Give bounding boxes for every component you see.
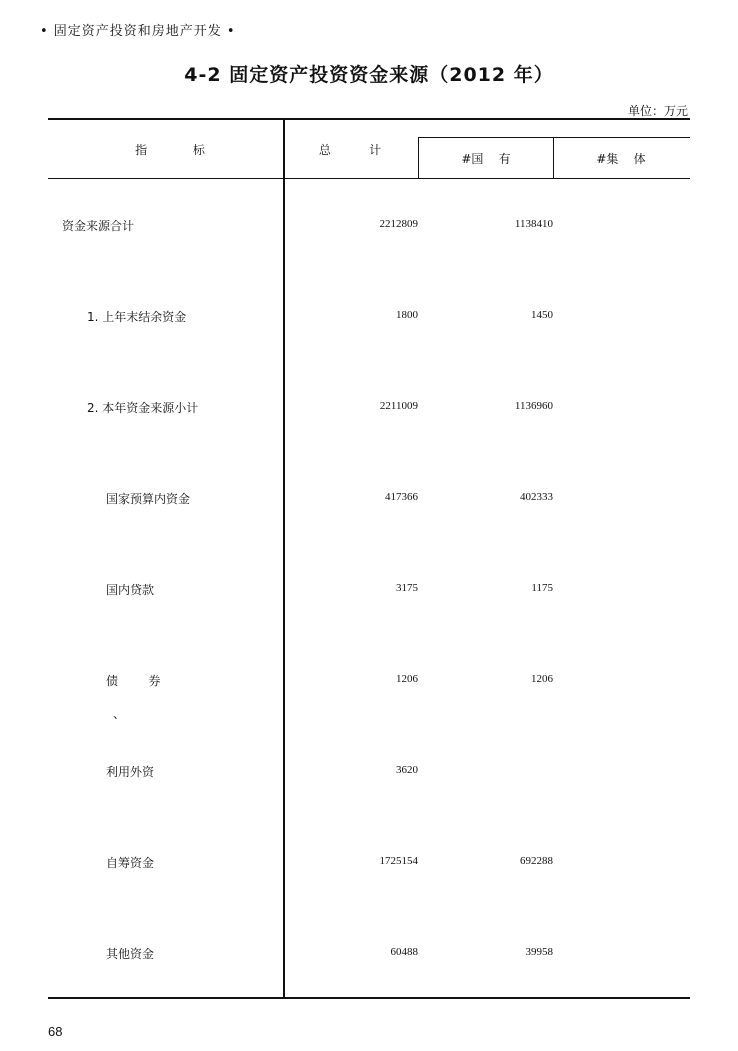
cell-domestic-loans-state: 1175 [531,582,553,594]
cell-bonds-total: 1206 [396,673,418,685]
row-label-total-funds: 资金来源合计 [62,219,135,233]
subheader-top-rule [419,137,690,138]
header-total: 总 计 [318,143,382,157]
row-label-domestic-loans: 国内贷款 [106,583,155,597]
cell-bonds-state: 1206 [531,673,553,685]
cell-prior-balance-total: 1800 [396,309,418,321]
cell-total-funds-total: 2212809 [379,218,418,230]
row-label-current-subtotal: 2. 本年资金来源小计 [87,401,199,415]
cell-state-budget-state: 402333 [520,491,553,503]
unit-label: 单位：万元 [627,104,688,118]
cell-foreign-capital-total: 3620 [396,764,418,776]
row-label-state-budget: 国家预算内资金 [106,492,191,506]
stray-mark: 、 [113,707,126,721]
header-indicator: 指 标 [135,143,205,157]
state-column-divider [553,137,554,179]
row-label-bonds: 债 券 [106,674,161,688]
header-bottom-rule [48,178,690,179]
total-column-divider [418,137,419,179]
cell-prior-balance-state: 1450 [531,309,553,321]
cell-other-funds-state: 39958 [525,946,553,958]
cell-current-subtotal-total: 2211009 [379,400,418,412]
cell-current-subtotal-state: 1136960 [514,400,553,412]
header-collective: #集 体 [596,152,646,166]
cell-other-funds-total: 60488 [390,946,418,958]
indicator-column-divider [283,118,285,998]
row-label-other-funds: 其他资金 [106,947,155,961]
cell-domestic-loans-total: 3175 [396,582,418,594]
page-number: 68 [48,1024,63,1039]
table-bottom-rule [48,997,690,999]
running-header: • 固定资产投资和房地产开发 • [40,24,236,39]
header-state-owned: #国 有 [461,152,511,166]
cell-state-budget-total: 417366 [385,491,418,503]
row-label-self-raised: 自筹资金 [106,856,155,870]
cell-total-funds-state: 1138410 [514,218,553,230]
row-label-foreign-capital: 利用外资 [106,765,155,779]
cell-self-raised-total: 1725154 [379,855,418,867]
table-top-rule [48,118,690,120]
row-label-prior-balance: 1. 上年末结余资金 [87,310,187,324]
table-title: 4-2 固定资产投资资金来源（2012 年） [184,64,554,86]
cell-self-raised-state: 692288 [520,855,553,867]
